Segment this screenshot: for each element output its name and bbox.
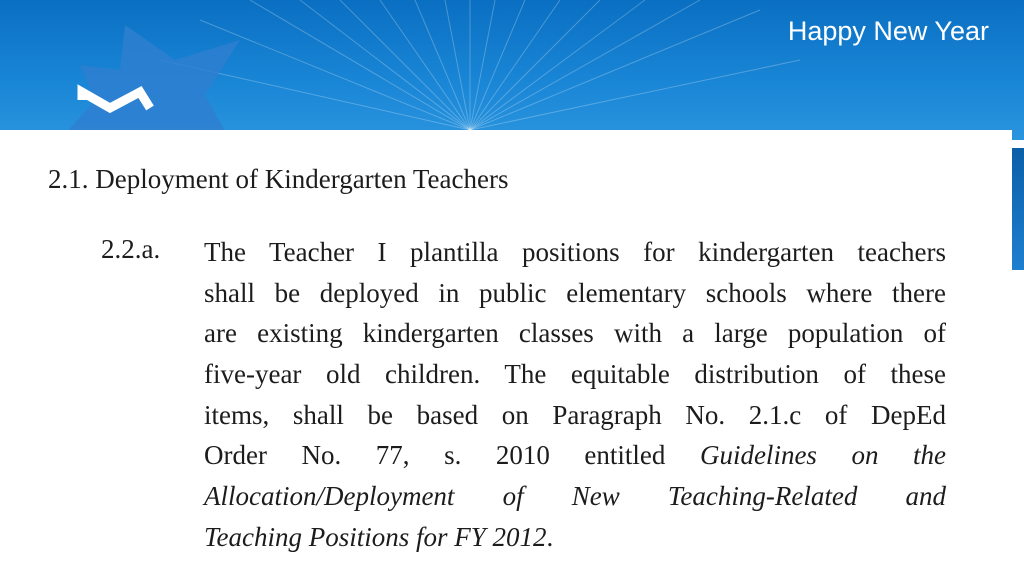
paragraph-line: shall be deployed in public elementary schools where there <box>204 277 946 308</box>
header-banner <box>0 0 1024 140</box>
guidelines-title-end: Teaching Positions for FY 2012 <box>204 521 547 552</box>
paragraph-line <box>204 517 946 558</box>
sentence-period: . <box>546 521 554 552</box>
paragraph-line: Allocation/Deployment of New Teaching-Related and <box>204 481 946 512</box>
paragraph-line: five-year old children. The equitable distribution of these <box>204 359 946 390</box>
paragraph-line: items, shall be based on Paragraph No. 2.1.c of DepEd <box>204 399 946 430</box>
paragraph-number: 2.2.a. <box>101 234 161 264</box>
paragraph-line <box>204 435 946 476</box>
star-shape <box>60 25 240 140</box>
side-accent-strip <box>1012 148 1024 270</box>
paragraph-line: The Teacher I plantilla positions for kindergarten teachers <box>204 237 946 267</box>
section-heading: 2.1. Deployment of Kindergarten Teachers <box>48 164 509 194</box>
paragraph-line: are existing kindergarten classes with a large population of <box>204 318 946 349</box>
guidelines-title-start: Guidelines on the <box>699 440 946 471</box>
paragraph-body <box>204 232 946 558</box>
order-reference-text: Order No. 77, s. 2010 entitled <box>204 440 666 471</box>
slide-title: Happy New Year <box>787 16 989 46</box>
